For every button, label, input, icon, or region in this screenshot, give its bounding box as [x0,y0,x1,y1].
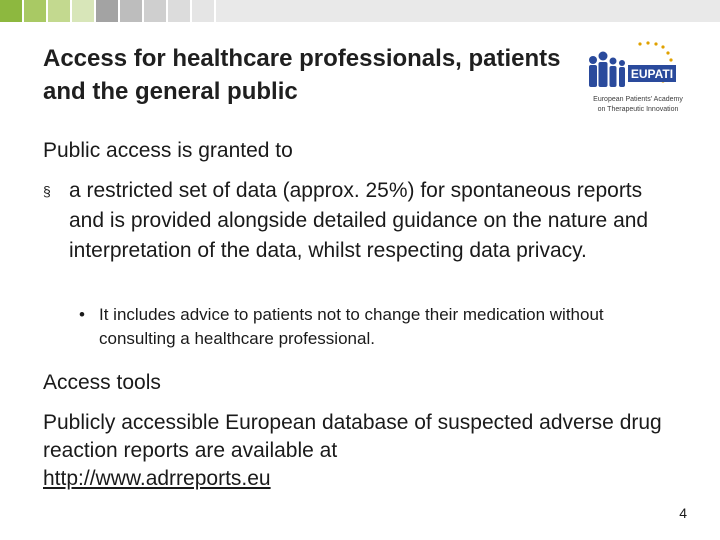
topbar-square [168,0,190,22]
people-icon [589,52,625,88]
dot-bullet-icon: • [79,305,85,324]
topbar-square [48,0,70,22]
topbar-fill [216,0,720,22]
bullet-level1-text: a restricted set of data (approx. 25%) for spontaneous reports and is provided alongside detailed guidance on the nature and interpretation of the data, whilst respecting data privacy. [69,179,649,262]
top-decorative-bar [0,0,720,22]
topbar-square [72,0,94,22]
topbar-square [192,0,214,22]
square-bullet-icon: § [43,183,51,199]
paragraph-text: Publicly accessible European database of suspected adverse drug reaction reports are available at [43,411,662,462]
access-paragraph [43,409,673,493]
logo-caption-line1: European Patients' Academy [593,96,683,103]
topbar-square [144,0,166,22]
topbar-square [120,0,142,22]
slide-title: Access for healthcare professionals, patients and the general public [43,45,561,105]
topbar-square [0,0,22,22]
logo-wordmark: EUPATI [630,67,674,81]
logo-caption [578,95,698,115]
lead-text: Public access is granted to [43,139,293,162]
topbar-square [24,0,46,22]
eupati-logo [578,38,698,118]
logo-caption-line2: on Therapeutic Innovation [597,106,679,113]
topbar-square [96,0,118,22]
eupati-logo-graphic [578,38,698,96]
bullet-level2-text: It includes advice to patients not to change their medication without consulting a healthcare professional. [99,305,604,348]
page-number: 4 [679,505,687,521]
adrreports-link[interactable]: http://www.adrreports.eu [43,467,271,490]
section-heading: Access tools [43,371,161,394]
